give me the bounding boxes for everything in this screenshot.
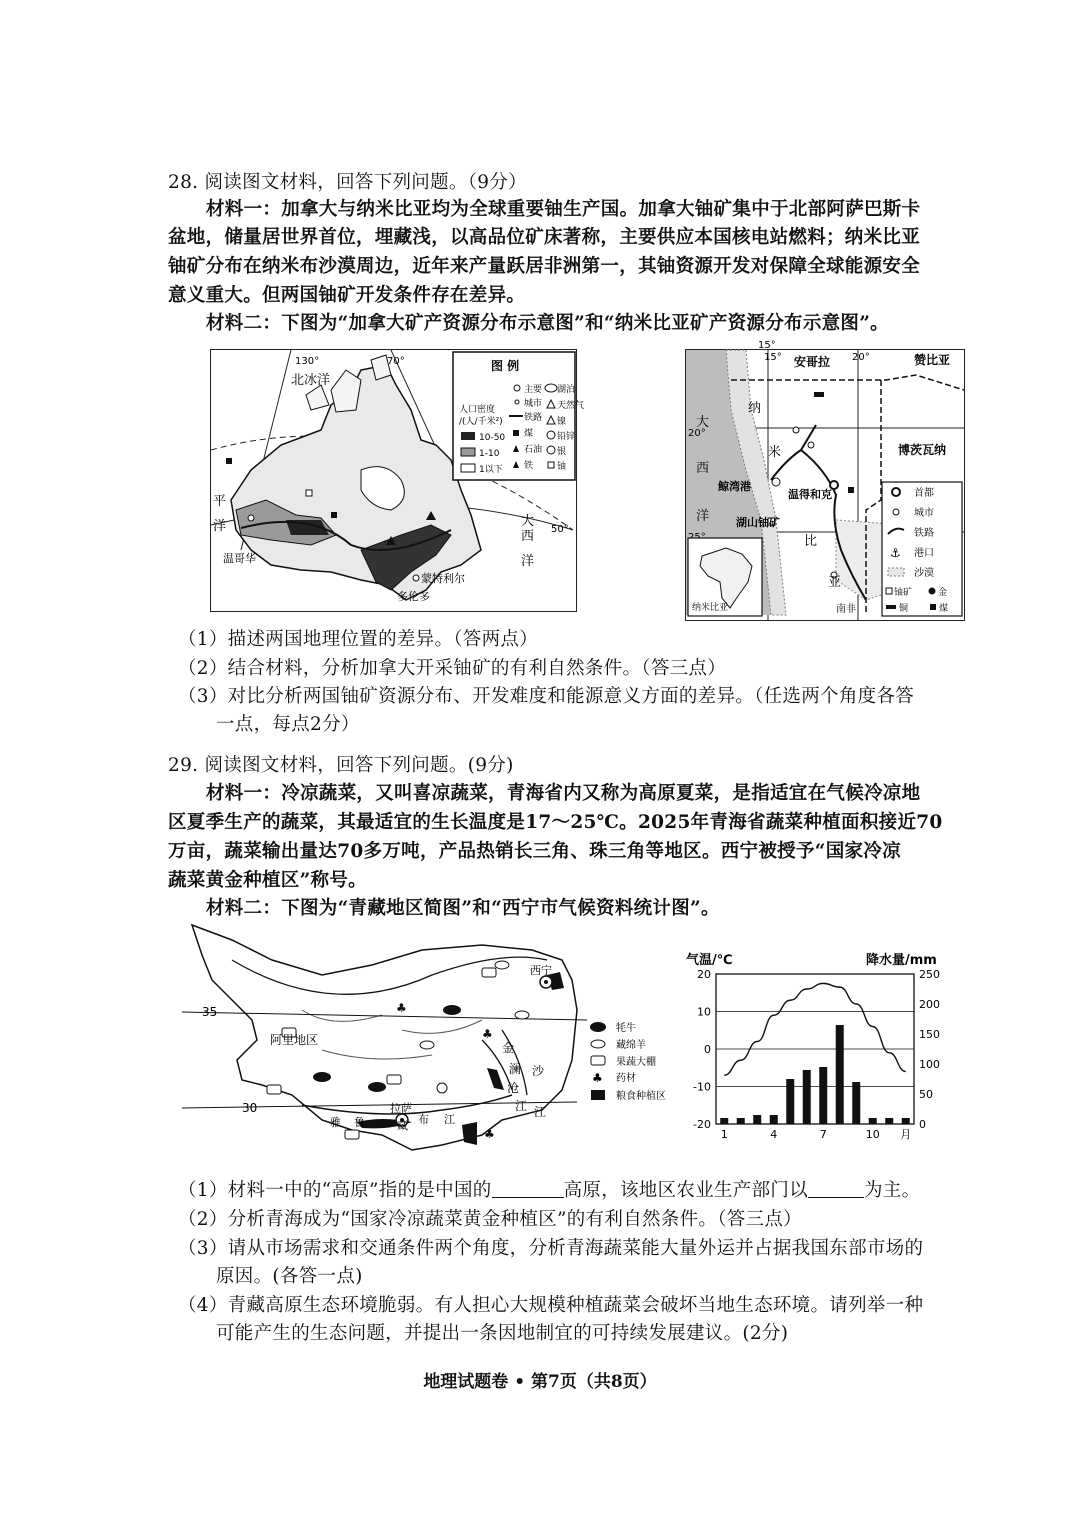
legend-greenhouse: 果蔬大棚 [616, 1057, 656, 1068]
greenhouse-icon [591, 1056, 605, 1065]
city-symbol [248, 515, 254, 521]
namibia-legend [882, 482, 962, 616]
lat-30-label: 30 [242, 1101, 258, 1115]
sheep-icon [591, 1040, 605, 1048]
legend-leadzinc: 铅锌 [557, 432, 576, 442]
q29-material1-line: 蔬菜黄金种植区”称号。 [168, 870, 367, 891]
lat-20-label: 20° [688, 428, 706, 439]
legend-swatch [461, 464, 475, 472]
sheep-icon [495, 961, 509, 969]
precip-bar [753, 1115, 761, 1124]
legend-gold: 金 [938, 588, 948, 598]
yarlung-label: 藏 [397, 1119, 408, 1132]
lon-15-label: 15° [764, 352, 782, 363]
q29-question: （2）分析青海成为“国家冷凉蔬菜黄金种植区”的有利自然条件。（答三点） [178, 1209, 802, 1230]
q29-question: 原因。(各答一点) [216, 1266, 363, 1287]
precip-bar [902, 1118, 910, 1124]
greenhouse-icon [267, 1085, 281, 1094]
q29-q1-part-b: 高原，该地区农业生产部门以 [563, 1180, 808, 1201]
legend-nickel: 镍 [557, 417, 567, 427]
y2-tick-label: 100 [919, 1058, 940, 1071]
lon-130-label: 130° [295, 356, 320, 367]
uranium-symbol [306, 490, 312, 496]
herb-icon: ♣ [592, 1071, 603, 1085]
q29-material2: 材料二：下图为“青藏地区简图”和“西宁市气候资料统计图”。 [206, 898, 720, 919]
q28-question: （2）结合材料，分析加拿大开采铀矿的有利自然条件。（答三点） [178, 658, 727, 679]
arctic-ocean-label: 北冰洋 [291, 373, 331, 388]
legend-silver: 银 [557, 447, 567, 457]
coal-symbol [331, 512, 337, 518]
atlantic-label: 大 [521, 514, 535, 529]
atlantic-label: 洋 [521, 554, 535, 569]
ocean-label: 西 [696, 461, 710, 476]
legend-railway: 铁路 [524, 413, 543, 423]
rossing-label: 湖山铀矿 [736, 516, 780, 529]
zambia-label: 赞比亚 [914, 353, 951, 367]
country-label: 比 [804, 534, 818, 549]
legend-railway: 铁路 [914, 528, 934, 539]
precip-bar [720, 1118, 728, 1124]
greenhouse-icon [345, 1130, 359, 1139]
y-axis-title: 气温/℃ [686, 953, 733, 968]
q29-question-1 [178, 1178, 920, 1204]
legend-swatch [461, 432, 475, 440]
q29-q1-part-c: 为主。 [864, 1180, 921, 1201]
uranium-icon [886, 588, 892, 594]
y-tick-label: 10 [697, 1005, 711, 1019]
legend-yak: 牦牛 [616, 1023, 636, 1034]
tibet-outline [192, 925, 577, 1150]
tibet-legend [590, 1021, 666, 1102]
atlantic-label: 西 [521, 529, 535, 544]
precip-bar [852, 1082, 860, 1124]
yak-icon [590, 1022, 606, 1032]
lancang-label: 沧 [507, 1081, 520, 1095]
namibia-map [685, 340, 965, 621]
q28-stem: 28. 阅读图文材料，回答下列问题。（9分） [168, 172, 527, 193]
x-tick-label: 7 [819, 1128, 827, 1141]
lhasa-label: 拉萨 [390, 1102, 412, 1115]
city-icon [893, 509, 899, 515]
y-tick-label: -20 [693, 1118, 711, 1131]
q29-question: 可能产生的生态问题，并提出一条因地制宜的可持续发展建议。(2分) [216, 1323, 789, 1344]
y2-tick-label: 200 [919, 998, 940, 1011]
city-symbol [772, 478, 780, 486]
leadzinc-icon [547, 431, 555, 439]
yarlung-label: 雅 [330, 1116, 341, 1129]
vancouver-label: 温哥华 [223, 552, 256, 565]
pacific-label: 洋 [213, 519, 227, 534]
ocean-label: 洋 [696, 509, 710, 524]
lon-20-label: 20° [852, 352, 870, 363]
xining-label: 西宁 [530, 964, 552, 977]
toronto-label: 多伦多 [397, 590, 430, 603]
yak-icon [368, 1082, 386, 1092]
q29-q1-part-a: （1）材料一中的“高原”指的是中国的 [178, 1180, 492, 1201]
greenhouse-icon [482, 968, 496, 977]
south-africa-label: 南非 [836, 604, 856, 615]
q28-material1-line: 意义重大。但两国铀矿开发条件存在差异。 [168, 285, 526, 306]
precip-bar [770, 1115, 778, 1124]
q29-material1-line: 区夏季生产的蔬菜，其最适宜的生长温度是17～25℃。2025年青海省蔬菜种植面积接近70 [168, 812, 943, 833]
city-symbol [413, 575, 419, 581]
y2-tick-label: 150 [919, 1028, 940, 1041]
precip-bar [836, 1025, 844, 1124]
legend-gas: 天然气 [557, 401, 585, 411]
answer-blank[interactable] [808, 1179, 864, 1198]
coal-icon [513, 430, 519, 436]
jinsha-label: 沙 [532, 1064, 545, 1078]
yarlung-label: 鲁 [354, 1116, 365, 1129]
herb-icon: ♣ [396, 1001, 407, 1015]
country-label: 米 [768, 445, 782, 460]
uranium-icon [548, 462, 554, 468]
precip-bar [737, 1118, 745, 1124]
legend-major-city: 主要 [524, 385, 543, 395]
copper-symbol [814, 392, 824, 397]
yarlung-label: 江 [444, 1113, 455, 1126]
legend-sheep: 藏绵羊 [616, 1040, 646, 1051]
coal-icon [930, 604, 936, 610]
y-tick-label: 0 [704, 1043, 711, 1056]
y2-tick-label: 50 [919, 1088, 933, 1101]
legend-iron: 铁 [524, 461, 534, 471]
q28-material1-line: 盆地，储量居世界首位，埋藏浅，以高品位矿床著称，主要供应本国核电站燃料；纳米比亚 [168, 227, 921, 248]
coal-symbol [848, 487, 854, 493]
y2-tick-label: 250 [919, 968, 940, 981]
city-symbol [808, 442, 814, 448]
yarlung-label: 布 [418, 1113, 429, 1126]
herb-icon: ♣ [484, 1127, 495, 1141]
windhoek-label: 温得和克 [788, 488, 832, 501]
yak-icon [443, 1005, 461, 1015]
q28-question: （1）描述两国地理位置的差异。（答两点） [178, 629, 539, 650]
legend-density-2: 1-10 [479, 449, 500, 459]
greenhouse-icon [387, 1075, 401, 1084]
legend-grain: 粮食种植区 [616, 1091, 666, 1102]
q28-material2: 材料二：下图为“加拿大矿产资源分布示意图”和“纳米比亚矿产资源分布示意图”。 [206, 313, 889, 334]
country-border [731, 375, 964, 390]
y-tick-label: 20 [697, 968, 711, 981]
walvis-bay-label: 鲸湾港 [718, 480, 751, 493]
capital-icon [892, 488, 900, 496]
legend-swatch [461, 448, 475, 456]
sheep-icon [420, 1041, 434, 1049]
x-tick-label: 1 [720, 1128, 728, 1141]
q29-question: （4）青藏高原生态环境脆弱。有人担心大规模种植蔬菜会破坏当地生态环境。请列举一种 [178, 1295, 924, 1316]
answer-blank[interactable] [492, 1179, 564, 1198]
q28-material1-line: 铀矿分布在纳米布沙漠周边，近年来产量跃居非洲第一，其铀资源开发对保障全球能源安全 [168, 256, 921, 277]
legend-uranium: 铀 [557, 462, 567, 472]
xining-symbol [544, 980, 548, 984]
q29-stem: 29. 阅读图文材料，回答下列问题。(9分) [168, 755, 514, 776]
lat-50-label: 50° [551, 524, 569, 535]
precip-bar [803, 1070, 811, 1124]
pacific-label: 平 [213, 494, 227, 509]
legend-city: 城市 [524, 399, 543, 409]
legend-density-unit: /(人/千米²) [459, 417, 503, 427]
jinsha-label: 金 [502, 1041, 515, 1055]
botswana-label: 博茨瓦纳 [898, 443, 947, 457]
xining-climate-chart [676, 944, 961, 1149]
legend-density-1: 10-50 [479, 433, 506, 443]
city-symbol [437, 1083, 447, 1093]
x-unit-label: 月 [900, 1128, 912, 1141]
legend-title: 图 例 [491, 359, 520, 373]
y2-tick-label: 0 [919, 1118, 926, 1131]
desert-icon [888, 568, 904, 576]
lancang-label: 澜 [509, 1062, 522, 1076]
precip-bar [885, 1118, 893, 1124]
legend-uranium: 铀矿 [894, 588, 913, 598]
legend-copper: 铜 [899, 604, 909, 614]
ali-label: 阿里地区 [270, 1033, 319, 1047]
legend-capital: 首都 [914, 488, 934, 499]
grain-area [462, 1122, 477, 1145]
q28-material1-line: 材料一：加拿大与纳米比亚均为全球重要铀生产国。加拿大铀矿集中于北部阿萨巴斯卡 [206, 199, 921, 220]
jinsha-label: 江 [534, 1105, 547, 1119]
page-footer: 地理试题卷 • 第7页（共8页） [423, 1372, 657, 1392]
temperature-line [724, 983, 906, 1075]
y-tick-label: -10 [693, 1080, 711, 1094]
q29-question: （3）请从市场需求和交通条件两个角度，分析青海蔬菜能大量外运并占据我国东部市场的 [178, 1238, 924, 1259]
tibet-map [182, 920, 672, 1170]
gold-icon [929, 588, 936, 595]
legend-oil: 石油 [524, 445, 543, 455]
ocean-label: 大 [696, 415, 710, 430]
country-label: 亚 [828, 575, 842, 590]
lancang-label: 江 [515, 1099, 528, 1113]
lon-70-label: 70° [387, 356, 405, 367]
city-icon [515, 400, 519, 404]
country-label: 纳 [748, 401, 762, 416]
legend-density-title: 人口密度 [459, 405, 496, 415]
q29-material1-line: 万亩，蔬菜输出量达70多万吨，产品热销长三角、珠三角等地区。西宁被授予“国家冷凉 [168, 841, 901, 862]
grain-icon [591, 1090, 605, 1100]
legend-coal: 煤 [939, 604, 949, 614]
precip-bar [819, 1067, 827, 1124]
copper-icon [886, 605, 896, 609]
lat-35-label: 35 [202, 1005, 218, 1019]
legend-lake: 湖泊 [557, 385, 576, 395]
major-city-icon [514, 385, 520, 391]
lon-15-label: 15° [758, 340, 776, 351]
canada-map [210, 349, 585, 612]
silver-icon [547, 446, 555, 454]
precip-bar [786, 1079, 794, 1124]
city-symbol [793, 427, 799, 433]
q28-question: （3）对比分析两国铀矿资源分布、开发难度和能源意义方面的差异。（任选两个角度各答 [178, 686, 915, 707]
legend-coal: 煤 [524, 429, 534, 439]
angola-label: 安哥拉 [794, 355, 831, 369]
herb-icon: ♣ [482, 1027, 493, 1041]
coal-symbol [226, 458, 232, 464]
y2-axis-title: 降水量/mm [866, 953, 937, 968]
legend-port: 港口 [914, 548, 934, 559]
legend-desert: 沙漠 [914, 568, 934, 579]
anchor-icon: ⚓ [890, 546, 901, 560]
q28-question: 一点，每点2分） [216, 714, 360, 735]
q29-material1-line: 材料一：冷凉蔬菜，又叫喜凉蔬菜，青海省内又称为高原夏菜，是指适宜在气候冷凉地 [206, 783, 921, 804]
montreal-label: 蒙特利尔 [421, 572, 465, 585]
x-tick-label: 4 [770, 1128, 778, 1141]
africa-inset [688, 538, 762, 616]
legend-density-3: 1以下 [479, 465, 503, 475]
railway-line [771, 425, 866, 600]
yak-icon [313, 1072, 331, 1082]
legend-herb: 药材 [616, 1073, 636, 1084]
x-tick-label: 10 [865, 1128, 880, 1141]
inset-label: 纳米比亚 [692, 603, 729, 613]
legend-city: 城市 [914, 508, 934, 519]
lake-icon [545, 384, 557, 392]
sheep-icon [515, 1011, 529, 1019]
canada-legend [453, 352, 584, 480]
precip-bar [869, 1118, 877, 1124]
